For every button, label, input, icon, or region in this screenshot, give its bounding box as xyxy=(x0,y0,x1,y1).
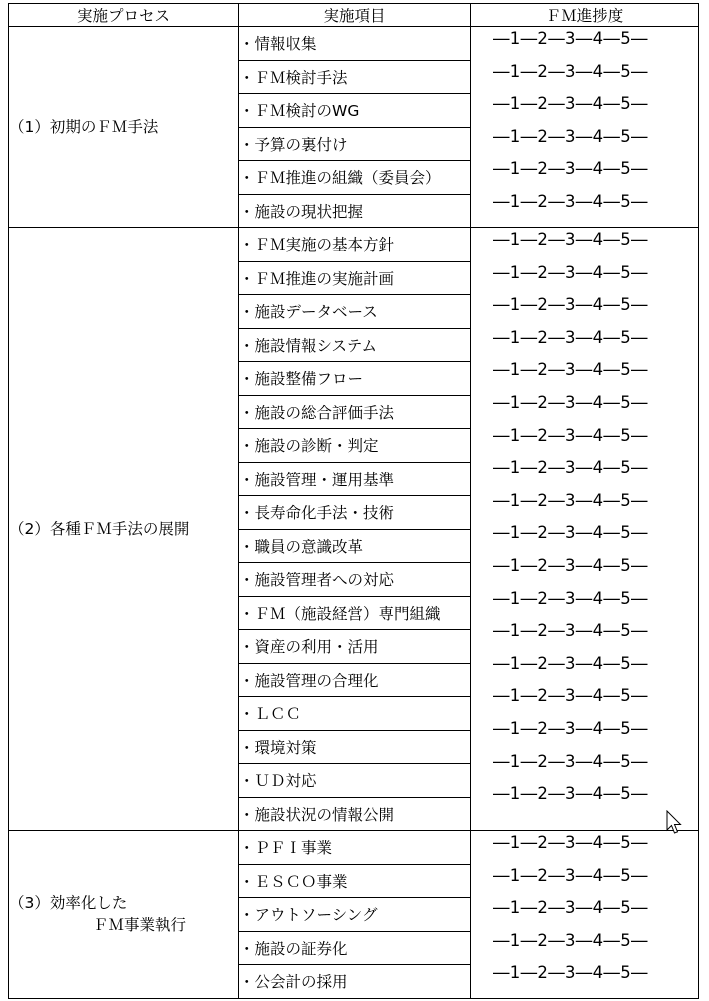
item-cell: ・公会計の採用 xyxy=(239,965,471,999)
item-cell: ・ＦＭ検討手法 xyxy=(239,60,471,94)
progress-scale: ―1―2―3―4―5― xyxy=(493,295,648,315)
item-cell: ・施設管理の合理化 xyxy=(239,663,471,697)
progress-scale: ―1―2―3―4―5― xyxy=(493,621,648,641)
progress-scale: ―1―2―3―4―5― xyxy=(493,425,648,445)
progress-scale: ―1―2―3―4―5― xyxy=(493,523,648,543)
progress-scale: ―1―2―3―4―5― xyxy=(493,393,648,412)
item-cell: ・ＦＭ実施の基本方針 xyxy=(239,228,471,262)
item-cell: ・ＵＤ対応 xyxy=(239,764,471,798)
item-cell: ・施設の診断・判定 xyxy=(239,429,471,463)
progress-scale: ―1―2―3―4―5― xyxy=(493,192,648,211)
item-cell: ・ＰＦＩ事業 xyxy=(239,831,471,865)
process-label: （1）初期のＦＭ手法 xyxy=(9,118,159,136)
header-process: 実施プロセス xyxy=(9,4,239,27)
table-row xyxy=(9,27,699,61)
progress-scale-cell xyxy=(471,228,699,831)
item-cell: ・ＦＭ推進の組織（委員会） xyxy=(239,161,471,195)
progress-scale: ―1―2―3―4―5― xyxy=(493,360,648,380)
progress-scale: ―1―2―3―4―5― xyxy=(493,653,648,673)
item-cell: ・施設データベース xyxy=(239,295,471,329)
item-cell: ・施設状況の情報公開 xyxy=(239,797,471,831)
progress-scale: ―1―2―3―4―5― xyxy=(493,833,648,852)
progress-scale: ―1―2―3―4―5― xyxy=(493,898,648,918)
item-cell: ・情報収集 xyxy=(239,27,471,61)
process-cell xyxy=(9,831,239,999)
progress-scale: ―1―2―3―4―5― xyxy=(493,94,648,114)
item-cell: ・予算の裏付け xyxy=(239,127,471,161)
item-cell: ・ＬＣＣ xyxy=(239,697,471,731)
progress-scale: ―1―2―3―4―5― xyxy=(493,784,648,804)
progress-scale: ―1―2―3―4―5― xyxy=(493,29,648,48)
item-cell: ・施設情報システム xyxy=(239,328,471,362)
progress-scale: ―1―2―3―4―5― xyxy=(493,719,648,738)
progress-scale: ―1―2―3―4―5― xyxy=(493,865,648,885)
progress-scale: ―1―2―3―4―5― xyxy=(493,588,648,608)
progress-scale: ―1―2―3―4―5― xyxy=(493,327,648,347)
item-cell: ・職員の意識改革 xyxy=(239,529,471,563)
header-progress: ＦＭ進捗度 xyxy=(471,4,699,27)
process-label: （3）効率化した xyxy=(9,894,128,913)
header-item: 実施項目 xyxy=(239,4,471,27)
progress-scale: ―1―2―3―4―5― xyxy=(493,126,648,146)
process-label: ＦＭ事業執行 xyxy=(93,916,187,935)
progress-scale: ―1―2―3―4―5― xyxy=(493,159,648,179)
progress-scale: ―1―2―3―4―5― xyxy=(493,963,648,983)
process-label: （2）各種ＦＭ手法の展開 xyxy=(9,520,190,538)
mouse-cursor-icon xyxy=(666,810,682,836)
item-cell: ・ＦＭ検討のWG xyxy=(239,94,471,128)
item-cell: ・ＦＭ推進の実施計画 xyxy=(239,261,471,295)
progress-scale: ―1―2―3―4―5― xyxy=(493,490,648,510)
item-cell: ・施設整備フロー xyxy=(239,362,471,396)
progress-scale-cell xyxy=(471,831,699,999)
progress-scale: ―1―2―3―4―5― xyxy=(493,686,648,706)
progress-scale: ―1―2―3―4―5― xyxy=(493,230,648,249)
process-cell xyxy=(9,27,239,228)
item-cell: ・施設管理・運用基準 xyxy=(239,462,471,496)
header-row xyxy=(9,4,699,27)
item-cell: ・ＥＳＣＯ事業 xyxy=(239,864,471,898)
table-row xyxy=(9,831,699,865)
item-cell: ・資産の利用・活用 xyxy=(239,630,471,664)
item-cell: ・施設の証券化 xyxy=(239,931,471,965)
item-cell: ・施設の現状把握 xyxy=(239,194,471,228)
progress-scale: ―1―2―3―4―5― xyxy=(493,930,648,950)
item-cell: ・アウトソーシング xyxy=(239,898,471,932)
fm-progress-table xyxy=(8,3,699,999)
item-cell: ・施設の総合評価手法 xyxy=(239,395,471,429)
progress-scale: ―1―2―3―4―5― xyxy=(493,556,648,575)
item-cell: ・ＦＭ（施設経営）専門組織 xyxy=(239,596,471,630)
progress-scale: ―1―2―3―4―5― xyxy=(493,751,648,771)
progress-scale-cell xyxy=(471,27,699,228)
item-cell: ・施設管理者への対応 xyxy=(239,563,471,597)
progress-scale: ―1―2―3―4―5― xyxy=(493,458,648,478)
process-cell xyxy=(9,228,239,831)
item-cell: ・環境対策 xyxy=(239,730,471,764)
progress-scale: ―1―2―3―4―5― xyxy=(493,262,648,282)
progress-scale: ―1―2―3―4―5― xyxy=(493,61,648,81)
table-row xyxy=(9,228,699,262)
item-cell: ・長寿命化手法・技術 xyxy=(239,496,471,530)
